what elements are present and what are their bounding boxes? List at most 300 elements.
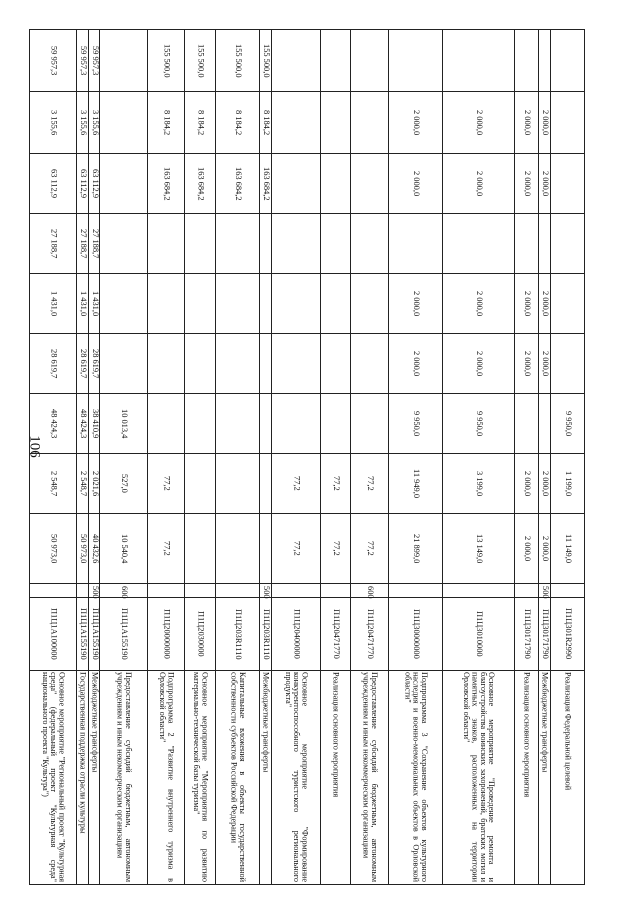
cell-expense-type bbox=[389, 584, 443, 598]
cell-text: 27 188,7 bbox=[49, 228, 59, 259]
cell-amount bbox=[216, 92, 260, 154]
cell-text: 3 155,6 bbox=[49, 109, 59, 136]
cell-text: 2 000,0 bbox=[522, 470, 532, 497]
cell-amount bbox=[216, 274, 260, 334]
cell-text: 2 000,0 bbox=[474, 170, 484, 197]
cell-amount bbox=[443, 30, 515, 92]
cell-text: Основное мероприятие "Формирование конкурентоспособного туристского регионального продукта" bbox=[283, 672, 310, 882]
cell-code bbox=[30, 598, 77, 671]
cell-name bbox=[185, 671, 216, 885]
cell-amount bbox=[551, 454, 585, 514]
budget-table bbox=[29, 29, 585, 885]
cell-amount bbox=[321, 214, 351, 274]
cell-amount bbox=[77, 92, 89, 154]
cell-amount bbox=[148, 514, 185, 584]
cell-amount bbox=[77, 394, 89, 454]
table-field-row bbox=[30, 92, 585, 154]
cell-amount bbox=[77, 214, 89, 274]
cell-expense-type bbox=[539, 584, 551, 598]
cell-amount bbox=[515, 394, 539, 454]
cell-text: 163 684,2 bbox=[261, 166, 271, 201]
cell-expense-type bbox=[216, 584, 260, 598]
cell-text: 2 000,0 bbox=[540, 535, 550, 562]
cell-amount bbox=[515, 30, 539, 92]
cell-code bbox=[551, 598, 585, 671]
cell-text: 527,0 bbox=[119, 474, 129, 493]
cell-amount bbox=[539, 214, 551, 274]
cell-amount bbox=[539, 454, 551, 514]
cell-code bbox=[443, 598, 515, 671]
cell-amount bbox=[539, 92, 551, 154]
cell-amount bbox=[515, 274, 539, 334]
cell-amount bbox=[389, 92, 443, 154]
cell-text: 2 000,0 bbox=[522, 535, 532, 562]
table-field-row bbox=[30, 671, 585, 885]
cell-name bbox=[100, 671, 148, 885]
cell-amount bbox=[77, 154, 89, 214]
cell-amount bbox=[272, 394, 321, 454]
cell-text: 77,2 bbox=[365, 541, 375, 556]
cell-text: 500 bbox=[90, 585, 100, 599]
cell-text: П1Ц301R2990 bbox=[563, 608, 573, 660]
cell-amount bbox=[321, 154, 351, 214]
cell-amount bbox=[30, 454, 77, 514]
cell-amount bbox=[443, 274, 515, 334]
cell-amount bbox=[185, 30, 216, 92]
cell-expense-type bbox=[351, 584, 389, 598]
cell-amount bbox=[89, 214, 100, 274]
cell-text: 77,2 bbox=[292, 541, 302, 556]
cell-amount bbox=[260, 92, 272, 154]
cell-text: 2 000,0 bbox=[474, 290, 484, 317]
cell-text: 2 000,0 bbox=[540, 170, 550, 197]
page-number: 106 bbox=[26, 435, 43, 458]
cell-text: Межбюджетные трансферты bbox=[90, 672, 100, 773]
cell-amount bbox=[551, 30, 585, 92]
cell-name bbox=[30, 671, 77, 885]
table-field-row bbox=[30, 334, 585, 394]
cell-text: П1Ц30000000 bbox=[411, 609, 421, 659]
cell-code bbox=[185, 598, 216, 671]
cell-code bbox=[216, 598, 260, 671]
cell-amount bbox=[272, 30, 321, 92]
cell-code bbox=[77, 598, 89, 671]
cell-text: 2 000,0 bbox=[411, 350, 421, 377]
cell-amount bbox=[148, 334, 185, 394]
cell-amount bbox=[351, 514, 389, 584]
cell-text: 8 184,2 bbox=[261, 109, 271, 136]
cell-text: П1Ц20000000 bbox=[162, 609, 172, 659]
cell-amount bbox=[100, 454, 148, 514]
cell-amount bbox=[216, 214, 260, 274]
cell-text: Предоставление субсидий бюджетным, автономным учреждениям и иным некоммерческим организациям bbox=[361, 672, 379, 882]
table-field-row bbox=[30, 454, 585, 514]
cell-text: 155 500,0 bbox=[196, 43, 206, 78]
cell-amount bbox=[551, 394, 585, 454]
cell-text: 155 500,0 bbox=[233, 43, 243, 78]
cell-code bbox=[89, 598, 100, 671]
cell-text: 13 149,0 bbox=[474, 533, 484, 564]
cell-text: 2 000,0 bbox=[522, 109, 532, 136]
cell-text: 2 000,0 bbox=[540, 470, 550, 497]
cell-text: П1Ц2030000 bbox=[196, 611, 206, 657]
cell-amount bbox=[77, 514, 89, 584]
cell-amount bbox=[260, 454, 272, 514]
cell-amount bbox=[515, 214, 539, 274]
cell-expense-type bbox=[443, 584, 515, 598]
cell-amount bbox=[185, 154, 216, 214]
cell-amount bbox=[321, 92, 351, 154]
cell-text: 600 bbox=[365, 585, 375, 599]
cell-text: 9 950,0 bbox=[411, 410, 421, 437]
cell-expense-type bbox=[100, 584, 148, 598]
cell-amount bbox=[272, 214, 321, 274]
cell-amount bbox=[351, 454, 389, 514]
cell-text: 63 112,9 bbox=[78, 168, 88, 198]
cell-text: 3 199,0 bbox=[474, 470, 484, 497]
table-field-row bbox=[30, 214, 585, 274]
cell-expense-type bbox=[272, 584, 321, 598]
cell-text: П1Ц30171790 bbox=[540, 609, 550, 659]
cell-amount bbox=[30, 30, 77, 92]
cell-amount bbox=[100, 30, 148, 92]
cell-text: Реализация Федеральной целевой bbox=[563, 672, 573, 791]
cell-text: 9 950,0 bbox=[474, 410, 484, 437]
cell-code bbox=[272, 598, 321, 671]
cell-amount bbox=[272, 514, 321, 584]
cell-text: Подпрограмма 3 "Сохранение объектов культурного наследия и военно-мемориальных объектов в Орловской области" bbox=[403, 672, 430, 882]
cell-text: 2 000,0 bbox=[522, 290, 532, 317]
cell-text: 10 540,4 bbox=[119, 533, 129, 564]
cell-text: Капитальные вложения в объекты государственной собственности субъектов Российской Федерации bbox=[229, 672, 247, 882]
cell-text: П1Ц30171790 bbox=[522, 609, 532, 659]
table-body bbox=[30, 30, 585, 885]
cell-text: 63 112,9 bbox=[90, 168, 100, 198]
cell-text: 3 155,6 bbox=[78, 109, 88, 136]
cell-text: Межбюджетные трансферты bbox=[261, 672, 271, 773]
cell-text: 59 957,3 bbox=[90, 45, 100, 76]
cell-text: 50 973,0 bbox=[49, 533, 59, 564]
cell-name bbox=[148, 671, 185, 885]
cell-text: 77,2 bbox=[331, 541, 341, 556]
cell-amount bbox=[321, 514, 351, 584]
cell-name bbox=[351, 671, 389, 885]
cell-amount bbox=[551, 274, 585, 334]
cell-amount bbox=[260, 514, 272, 584]
cell-text: 2 021,6 bbox=[90, 470, 100, 497]
cell-text: 2 000,0 bbox=[474, 350, 484, 377]
cell-text: 3 155,6 bbox=[90, 109, 100, 136]
cell-amount bbox=[260, 394, 272, 454]
cell-amount bbox=[89, 514, 100, 584]
cell-amount bbox=[443, 454, 515, 514]
cell-amount bbox=[260, 214, 272, 274]
cell-expense-type bbox=[30, 584, 77, 598]
cell-amount bbox=[216, 454, 260, 514]
cell-text: 2 000,0 bbox=[540, 290, 550, 317]
cell-amount bbox=[216, 334, 260, 394]
cell-text: 1 431,0 bbox=[78, 290, 88, 317]
cell-amount bbox=[30, 334, 77, 394]
cell-text: 50 973,0 bbox=[78, 533, 88, 564]
cell-text: 8 184,2 bbox=[162, 109, 172, 136]
cell-text: 11 949,0 bbox=[411, 468, 421, 498]
cell-text: 2 548,7 bbox=[78, 470, 88, 497]
cell-amount bbox=[148, 92, 185, 154]
table-field-row bbox=[30, 514, 585, 584]
cell-name bbox=[321, 671, 351, 885]
cell-amount bbox=[539, 514, 551, 584]
cell-text: П1Ц20400000 bbox=[292, 609, 302, 659]
cell-amount bbox=[100, 154, 148, 214]
cell-text: 500 bbox=[540, 585, 550, 599]
cell-amount bbox=[272, 334, 321, 394]
cell-amount bbox=[260, 334, 272, 394]
cell-amount bbox=[551, 514, 585, 584]
cell-text: Межбюджетные трансферты bbox=[540, 672, 550, 773]
cell-text: П1Ц1А155190 bbox=[78, 608, 88, 660]
cell-code bbox=[148, 598, 185, 671]
cell-name bbox=[515, 671, 539, 885]
cell-text: П1Ц1А155190 bbox=[119, 608, 129, 660]
cell-code bbox=[351, 598, 389, 671]
cell-name bbox=[216, 671, 260, 885]
cell-amount bbox=[539, 274, 551, 334]
cell-code bbox=[260, 598, 272, 671]
table-field-row bbox=[30, 30, 585, 92]
cell-text: 63 112,9 bbox=[49, 168, 59, 198]
cell-amount bbox=[89, 274, 100, 334]
cell-text: 9 950,0 bbox=[563, 410, 573, 437]
cell-text: 48 424,3 bbox=[78, 408, 88, 439]
cell-name bbox=[77, 671, 89, 885]
cell-amount bbox=[30, 92, 77, 154]
cell-text: 1 431,0 bbox=[49, 290, 59, 317]
cell-amount bbox=[148, 394, 185, 454]
cell-amount bbox=[185, 394, 216, 454]
cell-text: 163 684,2 bbox=[162, 166, 172, 201]
cell-text: 77,2 bbox=[365, 476, 375, 491]
cell-expense-type bbox=[148, 584, 185, 598]
cell-text: 2 000,0 bbox=[474, 109, 484, 136]
cell-amount bbox=[321, 454, 351, 514]
cell-expense-type bbox=[89, 584, 100, 598]
cell-amount bbox=[77, 334, 89, 394]
cell-amount bbox=[443, 514, 515, 584]
cell-code bbox=[539, 598, 551, 671]
cell-text: 59 957,3 bbox=[49, 45, 59, 76]
cell-text: 27 188,7 bbox=[78, 228, 88, 259]
cell-amount bbox=[30, 394, 77, 454]
cell-amount bbox=[272, 92, 321, 154]
cell-code bbox=[100, 598, 148, 671]
cell-amount bbox=[389, 514, 443, 584]
cell-text: 11 149,0 bbox=[563, 533, 573, 563]
cell-amount bbox=[539, 154, 551, 214]
table-field-row bbox=[30, 598, 585, 671]
cell-text: 77,2 bbox=[292, 476, 302, 491]
cell-text: 163 684,2 bbox=[196, 166, 206, 201]
cell-text: Предоставление субсидий бюджетным, автономным учреждениям и иным некоммерческим организациям bbox=[115, 672, 133, 882]
cell-amount bbox=[321, 30, 351, 92]
cell-text: 2 000,0 bbox=[540, 109, 550, 136]
cell-amount bbox=[100, 334, 148, 394]
cell-name bbox=[89, 671, 100, 885]
cell-text: Реализация основного мероприятия bbox=[522, 672, 532, 798]
cell-amount bbox=[351, 334, 389, 394]
cell-text: П1Ц1А100000 bbox=[49, 608, 59, 660]
cell-expense-type bbox=[260, 584, 272, 598]
cell-amount bbox=[351, 92, 389, 154]
cell-text: 2 000,0 bbox=[411, 290, 421, 317]
cell-name bbox=[539, 671, 551, 885]
cell-amount bbox=[148, 30, 185, 92]
cell-text: 2 000,0 bbox=[411, 109, 421, 136]
cell-text: 28 619,7 bbox=[49, 348, 59, 379]
cell-amount bbox=[100, 214, 148, 274]
cell-name bbox=[272, 671, 321, 885]
cell-amount bbox=[389, 214, 443, 274]
cell-text: Государственная поддержка отрасли культуры bbox=[78, 672, 88, 834]
cell-amount bbox=[443, 394, 515, 454]
cell-amount bbox=[539, 394, 551, 454]
cell-text: 2 548,7 bbox=[49, 470, 59, 497]
cell-amount bbox=[389, 454, 443, 514]
cell-text: П1Ц20471770 bbox=[365, 609, 375, 659]
cell-text: 28 619,7 bbox=[90, 348, 100, 379]
cell-amount bbox=[551, 92, 585, 154]
cell-text: Реализация основного мероприятия bbox=[331, 672, 341, 798]
cell-amount bbox=[443, 154, 515, 214]
cell-amount bbox=[216, 30, 260, 92]
cell-text: 8 184,2 bbox=[196, 109, 206, 136]
cell-amount bbox=[389, 30, 443, 92]
table-field-row bbox=[30, 394, 585, 454]
cell-text: 2 000,0 bbox=[540, 350, 550, 377]
cell-amount bbox=[260, 274, 272, 334]
cell-amount bbox=[443, 214, 515, 274]
cell-text: 77,2 bbox=[162, 541, 172, 556]
cell-name bbox=[551, 671, 585, 885]
cell-expense-type bbox=[185, 584, 216, 598]
cell-amount bbox=[272, 154, 321, 214]
cell-amount bbox=[551, 154, 585, 214]
cell-amount bbox=[30, 274, 77, 334]
cell-amount bbox=[89, 30, 100, 92]
cell-amount bbox=[321, 334, 351, 394]
cell-text: 2 000,0 bbox=[522, 350, 532, 377]
cell-text: 48 424,3 bbox=[49, 408, 59, 439]
cell-text: Подпрограмма 2 "Развитие внутреннего туризма в Орловской области" bbox=[158, 672, 176, 882]
cell-amount bbox=[185, 214, 216, 274]
cell-text: 77,2 bbox=[162, 476, 172, 491]
cell-amount bbox=[148, 214, 185, 274]
cell-amount bbox=[389, 334, 443, 394]
cell-amount bbox=[351, 30, 389, 92]
cell-amount bbox=[443, 92, 515, 154]
cell-amount bbox=[89, 454, 100, 514]
cell-text: 28 619,7 bbox=[78, 348, 88, 379]
cell-amount bbox=[443, 334, 515, 394]
cell-text: 1 199,0 bbox=[563, 470, 573, 497]
cell-amount bbox=[351, 274, 389, 334]
cell-text: 59 957,3 bbox=[78, 45, 88, 76]
cell-text: 155 500,0 bbox=[261, 43, 271, 78]
cell-amount bbox=[185, 334, 216, 394]
rotated-table-container bbox=[29, 29, 584, 884]
cell-expense-type bbox=[515, 584, 539, 598]
cell-amount bbox=[216, 394, 260, 454]
cell-code bbox=[515, 598, 539, 671]
cell-text: 27 188,7 bbox=[90, 228, 100, 259]
cell-amount bbox=[272, 274, 321, 334]
cell-amount bbox=[148, 454, 185, 514]
cell-expense-type bbox=[321, 584, 351, 598]
cell-amount bbox=[89, 394, 100, 454]
cell-amount bbox=[272, 454, 321, 514]
cell-amount bbox=[77, 30, 89, 92]
cell-text: 8 184,2 bbox=[233, 109, 243, 136]
cell-amount bbox=[100, 274, 148, 334]
cell-expense-type bbox=[551, 584, 585, 598]
cell-amount bbox=[321, 274, 351, 334]
cell-amount bbox=[30, 214, 77, 274]
cell-amount bbox=[539, 30, 551, 92]
cell-amount bbox=[148, 274, 185, 334]
cell-text: Основное мероприятие "Проведение ремонта и благоустройства воинских захоронений, братских могил и памятных знаков, расположенных на территории Орловской области" bbox=[462, 672, 497, 882]
cell-amount bbox=[89, 92, 100, 154]
cell-amount bbox=[260, 154, 272, 214]
cell-amount bbox=[551, 214, 585, 274]
cell-amount bbox=[351, 214, 389, 274]
cell-code bbox=[389, 598, 443, 671]
cell-amount bbox=[551, 334, 585, 394]
cell-amount bbox=[148, 154, 185, 214]
cell-code bbox=[321, 598, 351, 671]
cell-text: П1Ц3010000 bbox=[474, 611, 484, 657]
cell-text: П1Ц203R1110 bbox=[261, 608, 271, 660]
cell-amount bbox=[389, 274, 443, 334]
cell-amount bbox=[351, 154, 389, 214]
cell-amount bbox=[185, 274, 216, 334]
cell-name bbox=[389, 671, 443, 885]
cell-amount bbox=[515, 514, 539, 584]
cell-text: 163 684,2 bbox=[233, 166, 243, 201]
cell-text: П1Ц203R1110 bbox=[233, 608, 243, 660]
cell-amount bbox=[515, 154, 539, 214]
cell-text: 38 410,9 bbox=[90, 408, 100, 439]
cell-amount bbox=[539, 334, 551, 394]
cell-amount bbox=[77, 274, 89, 334]
cell-text: 155 500,0 bbox=[162, 43, 172, 78]
cell-amount bbox=[351, 394, 389, 454]
cell-amount bbox=[185, 92, 216, 154]
cell-amount bbox=[185, 454, 216, 514]
cell-text: 21 899,0 bbox=[411, 533, 421, 564]
cell-amount bbox=[30, 514, 77, 584]
cell-text: 2 000,0 bbox=[522, 170, 532, 197]
cell-amount bbox=[216, 514, 260, 584]
cell-name bbox=[443, 671, 515, 885]
cell-amount bbox=[185, 514, 216, 584]
cell-expense-type bbox=[77, 584, 89, 598]
cell-text: 500 bbox=[261, 585, 271, 599]
cell-amount bbox=[515, 454, 539, 514]
cell-amount bbox=[89, 334, 100, 394]
cell-amount bbox=[100, 514, 148, 584]
cell-amount bbox=[89, 154, 100, 214]
cell-text: П1Ц1А155190 bbox=[90, 608, 100, 660]
